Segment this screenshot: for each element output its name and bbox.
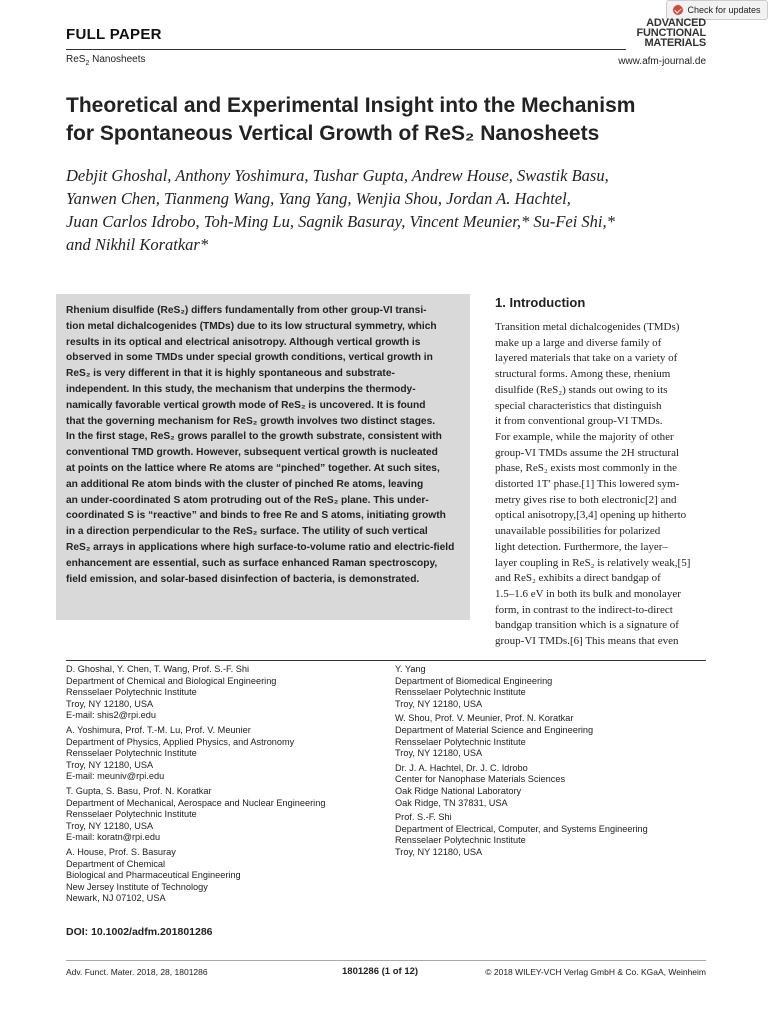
footer-page-number: 1801286 (1 of 12) — [342, 966, 419, 977]
abstract-text — [66, 303, 462, 587]
abstract-line: conventional TMD growth. However, subsequent vertical growth is nucleated — [66, 447, 438, 459]
abstract-line: that the governing mechanism for ReS₂ growth involves two distinct stages. — [66, 415, 436, 427]
intro-line: metry gives rise to both electronic[2] and — [495, 493, 677, 506]
affiliation-line: Rensselaer Polytechnic Institute — [66, 687, 197, 698]
footer-divider — [66, 960, 706, 961]
intro-line: For example, while the majority of other — [495, 430, 674, 443]
affiliation-block — [395, 713, 695, 759]
check-updates-label: Check for updates — [687, 5, 761, 15]
intro-line: Transition metal dichalcogenides (TMDs) — [495, 321, 680, 333]
abstract-line: In the first stage, ReS₂ grows parallel to the growth substrate, consistent with — [66, 431, 442, 443]
affiliations-left-column — [66, 664, 366, 908]
affiliation-line: A. Yoshimura, Prof. T.-M. Lu, Prof. V. Meunier — [66, 724, 251, 735]
affiliation-line: Rensselaer Polytechnic Institute — [395, 736, 526, 747]
abstract-line: field emission, and solar-based disinfection of bacteria, is demonstrated. — [66, 573, 420, 585]
affiliations-right-column — [395, 664, 695, 862]
author-list — [66, 164, 706, 256]
abstract-line: in a direction perpendicular to the ReS₂ surface. The utility of such vertical — [66, 526, 428, 538]
intro-line: and ReS₂ exhibits a direct bandgap of — [495, 572, 661, 585]
affiliation-line: D. Ghoshal, Y. Chen, T. Wang, Prof. S.-F. Shi — [66, 664, 249, 674]
abstract-line: at points on the lattice where Re atoms are “pinched” together. At such sites, — [66, 462, 440, 474]
affiliation-line: Troy, NY 12180, USA — [395, 698, 483, 709]
intro-line: layered materials that take on a variety of — [495, 352, 678, 365]
intro-line: phase, ReS₂ exists most commonly in the — [495, 462, 677, 475]
abstract-line: tion metal dichalcogenides (TMDs) due to its low structural symmetry, which — [66, 320, 437, 332]
intro-line: light detection. Furthermore, the layer– — [495, 540, 668, 553]
affiliation-line: Oak Ridge, TN 37831, USA — [395, 797, 508, 808]
intro-line: group-VI TMDs.[6] This means that even — [495, 635, 679, 648]
affiliation-line: New Jersey Institute of Technology — [66, 881, 208, 892]
journal-url[interactable]: www.afm-journal.de — [618, 56, 706, 67]
affiliation-line: Troy, NY 12180, USA — [395, 748, 483, 759]
email-link[interactable]: E-mail: meuniv@rpi.edu — [66, 771, 165, 782]
abstract-line: results in its optical and electrical anisotropy. Although vertical growth is — [66, 336, 421, 348]
abstract-line: observed in some TMDs under special growth conditions, vertical growth in — [66, 352, 433, 364]
affiliation-block — [395, 664, 695, 710]
affiliation-line: Department of Material Science and Engineering — [395, 724, 594, 735]
affiliation-line: W. Shou, Prof. V. Meunier, Prof. N. Koratkar — [395, 713, 574, 724]
email-link[interactable]: E-mail: shis2@rpi.edu — [66, 710, 157, 721]
intro-line: form, in contrast to the indirect-to-direct — [495, 603, 673, 616]
affiliation-block — [395, 763, 695, 809]
abstract-line: independent. In this study, the mechanism that underpins the thermody- — [66, 383, 416, 395]
affiliation-line: T. Gupta, S. Basu, Prof. N. Koratkar — [66, 785, 212, 796]
title-line: for Spontaneous Vertical Growth of ReS₂ Nanosheets — [66, 122, 600, 145]
abstract-line: enhancement are essential, such as surface enhanced Raman spectroscopy, — [66, 557, 438, 569]
intro-line: it from conventional group-VI TMDs. — [495, 415, 663, 428]
intro-line: optical anisotropy,[3,4] opening up hitherto — [495, 509, 687, 522]
intro-line: structural forms. Among these, rhenium — [495, 368, 671, 381]
journal-logo-line: MATERIALS — [644, 37, 706, 49]
check-updates-icon — [673, 5, 683, 15]
author-line: Juan Carlos Idrobo, Toh-Ming Lu, Sagnik Basuray, Vincent Meunier,* Su-Fei Shi,* — [66, 212, 615, 231]
abstract-line: namically favorable vertical growth mode of ReS₂ is uncovered. It is found — [66, 399, 426, 411]
intro-line: bandgap transition which is a signature of — [495, 619, 679, 632]
intro-line: distorted 1T′ phase.[1] This lowered sym- — [495, 478, 680, 491]
article-type-label: FULL PAPER — [66, 26, 162, 43]
author-line: Yanwen Chen, Tianmeng Wang, Yang Yang, Wenjia Shou, Jordan A. Hachtel, — [66, 189, 571, 208]
affiliation-line: Department of Biomedical Engineering — [395, 675, 553, 686]
affiliation-line: Department of Chemical — [66, 858, 166, 869]
affiliation-line: A. House, Prof. S. Basuray — [66, 846, 176, 857]
affiliation-line: Rensselaer Polytechnic Institute — [66, 748, 197, 759]
abstract-line: ReS₂ is very different in that it is highly spontaneous and substrate- — [66, 368, 395, 380]
author-line: and Nikhil Koratkar* — [66, 235, 209, 254]
affiliation-line: Troy, NY 12180, USA — [66, 698, 154, 709]
intro-line: group-VI TMDs assume the 2H structural — [495, 446, 680, 459]
paper-title — [66, 92, 706, 148]
author-line: Debjit Ghoshal, Anthony Yoshimura, Tushar Gupta, Andrew House, Swastik Basu, — [66, 166, 609, 185]
affiliation-line: Department of Electrical, Computer, and Systems Engineering — [395, 823, 648, 834]
affiliation-line: Department of Mechanical, Aerospace and Nuclear Engineering — [66, 797, 326, 808]
affiliation-block — [66, 786, 366, 844]
affiliation-line: Department of Chemical and Biological Engineering — [66, 675, 277, 686]
affiliation-block — [395, 812, 695, 858]
journal-logo-line: FUNCTIONAL — [636, 27, 706, 39]
intro-line: unavailable possibilities for polarized — [495, 525, 661, 538]
intro-line: make up a large and diverse family of — [495, 336, 662, 349]
affiliation-line: Department of Physics, Applied Physics, and Astronomy — [66, 736, 295, 747]
affiliation-line: Troy, NY 12180, USA — [395, 846, 483, 857]
footer-copyright: © 2018 WILEY-VCH Verlag GmbH & Co. KGaA, Weinheim — [485, 967, 706, 977]
affiliation-line: Dr. J. A. Hachtel, Dr. J. C. Idrobo — [395, 762, 528, 773]
running-topic: ReS$_2$ Nanosheets — [66, 54, 146, 67]
abstract-line: coordinated S is “reactive” and binds to free Re and S atoms, initiating growth — [66, 510, 446, 522]
affiliation-line: Newark, NJ 07102, USA — [66, 893, 166, 904]
affiliation-block — [66, 664, 366, 722]
intro-line: 1.5–1.6 eV in both its bulk and monolayer — [495, 587, 681, 600]
affiliation-line: Y. Yang — [395, 664, 426, 674]
email-link[interactable]: E-mail: koratn@rpi.edu — [66, 832, 161, 843]
intro-line: special characteristics that distinguish — [495, 399, 662, 412]
intro-line: layer coupling in ReS₂ is relatively weak,[5] — [495, 556, 691, 569]
footer-citation: Adv. Funct. Mater. 2018, 28, 1801286 — [66, 967, 208, 977]
title-line: Theoretical and Experimental Insight into the Mechanism — [66, 94, 636, 117]
affiliation-block — [66, 725, 366, 783]
affiliation-line: Rensselaer Polytechnic Institute — [395, 687, 526, 698]
abstract-line: ReS₂ arrays in applications where high surface-to-volume ratio and electric-field — [66, 541, 455, 553]
abstract-line: an additional Re atom binds with the cluster of pinched Re atoms, leaving — [66, 478, 424, 490]
affiliation-line: Troy, NY 12180, USA — [66, 820, 154, 831]
abstract-line: Rhenium disulfide (ReS₂) differs fundamentally from other group-VI transi- — [66, 305, 427, 316]
affiliation-line: Oak Ridge National Laboratory — [395, 785, 522, 796]
affiliation-line: Rensselaer Polytechnic Institute — [66, 809, 197, 820]
affiliations-divider — [66, 660, 706, 661]
affiliation-line: Prof. S.-F. Shi — [395, 812, 452, 823]
journal-logo-line: ADVANCED — [646, 17, 706, 29]
affiliation-line: Biological and Pharmaceutical Engineering — [66, 870, 241, 881]
journal-logo — [632, 18, 706, 48]
affiliation-line: Rensselaer Polytechnic Institute — [395, 835, 526, 846]
doi-link[interactable]: DOI: 10.1002/adfm.201801286 — [66, 926, 213, 938]
header-divider — [66, 49, 626, 50]
intro-line: disulfide (ReS₂) stands out owing to its — [495, 383, 668, 396]
affiliation-block — [66, 847, 366, 905]
affiliation-line: Troy, NY 12180, USA — [66, 759, 154, 770]
abstract-line: an under-coordinated S atom protruding out of the ReS₂ plane. This under- — [66, 494, 429, 506]
section-heading-introduction: 1. Introduction — [495, 295, 586, 310]
introduction-text — [495, 320, 707, 650]
affiliation-line: Center for Nanophase Materials Sciences — [395, 774, 566, 785]
